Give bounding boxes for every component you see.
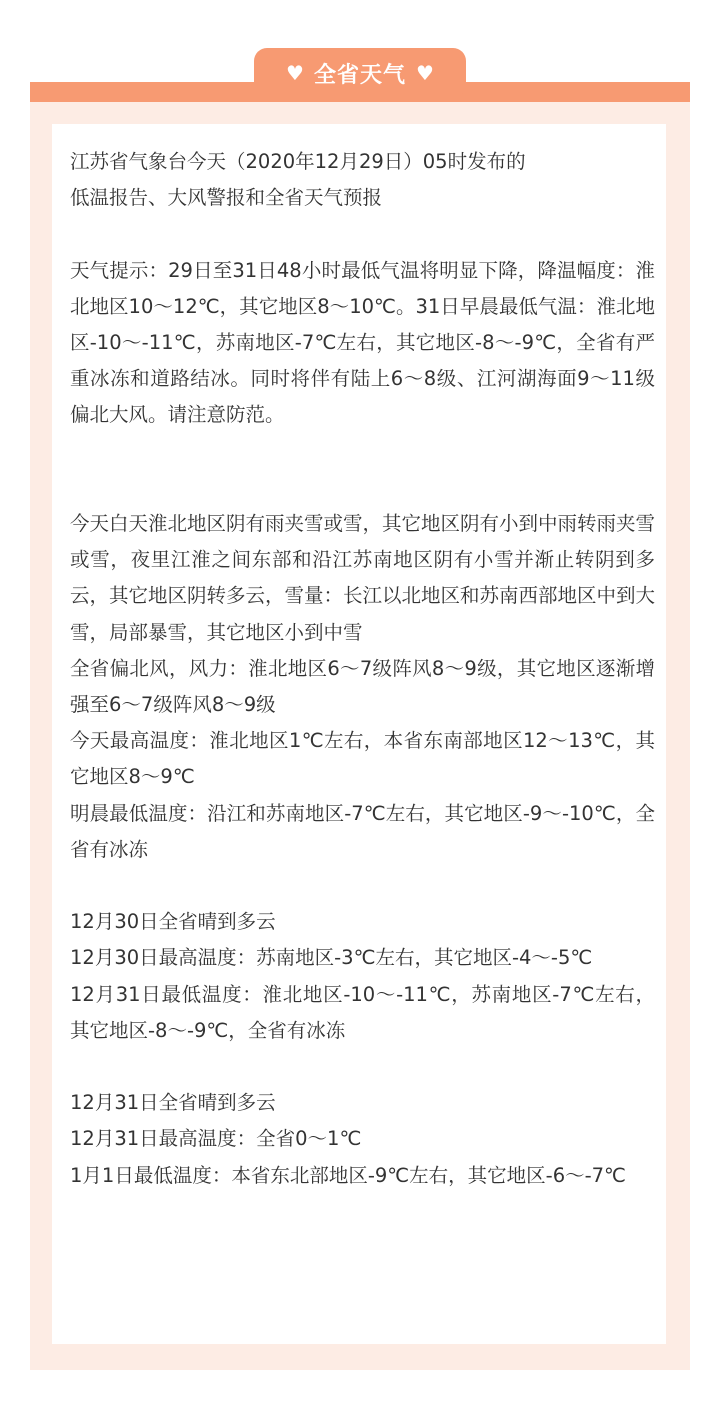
weather-tip: 天气提示：29日至31日48小时最低气温将明显下降，降温幅度：淮北地区10～12℃，其它地区8～10℃。31日早晨最低气温：淮北地区-10～-11℃，苏南地区-7℃左右，其它地区-8～-9℃，全省有严重冰冻和道路结冰。同时将伴有陆上6～8级、江河湖海面9～11级偏北大风。请注意防范。 (70, 258, 655, 427)
dec31-paragraph: 1月1日最低温度：本省东北部地区-9℃左右，其它地区-6～-7℃ (70, 1163, 626, 1187)
today-forecast (70, 506, 655, 868)
dec30-paragraph: 12月31日最低温度：淮北地区-10～-11℃，苏南地区-7℃左右，其它地区-8～-9℃，全省有冰冻 (70, 982, 655, 1042)
dec31-paragraph: 12月31日全省晴到多云 (70, 1091, 276, 1115)
dec30-paragraph: 12月30日全省晴到多云 (70, 910, 276, 934)
dec31-forecast (70, 1085, 655, 1194)
heart-icon: ♥ (416, 61, 434, 85)
intro-line: 低温报告、大风警报和全省天气预报 (70, 186, 383, 210)
dec31-paragraph: 12月31日最高温度：全省0～1℃ (70, 1127, 362, 1151)
title-tab (254, 48, 466, 98)
page-title: 全省天气 (313, 62, 406, 88)
today-paragraph: 明晨最低温度：沿江和苏南地区-7℃左右，其它地区-9～-10℃，全省有冰冻 (70, 801, 655, 861)
today-paragraph: 今天最高温度：淮北地区1℃左右，本省东南部地区12～13℃，其它地区8～9℃ (70, 729, 655, 789)
dec30-forecast (70, 904, 655, 1049)
heart-icon: ♥ (286, 61, 304, 85)
intro-block (70, 144, 655, 216)
today-paragraph: 今天白天淮北地区阴有雨夹雪或雪，其它地区阴有小到中雨转雨夹雪或雪，夜里江淮之间东部和沿江苏南地区阴有小雪并渐止转阴到多云，其它地区阴转多云，雪量：长江以北地区和苏南西部地区中到大雪，局部暴雪，其它地区小到中雪 (70, 511, 656, 644)
intro-line: 江苏省气象台今天（2020年12月29日）05时发布的 (70, 150, 526, 173)
dec30-paragraph: 12月30日最高温度：苏南地区-3℃左右，其它地区-4～-5℃ (70, 946, 593, 970)
forecast-content (70, 144, 655, 1194)
today-paragraph: 全省偏北风，风力：淮北地区6～7级阵风8～9级，其它地区逐渐增强至6～7级阵风8～9级 (70, 656, 655, 716)
